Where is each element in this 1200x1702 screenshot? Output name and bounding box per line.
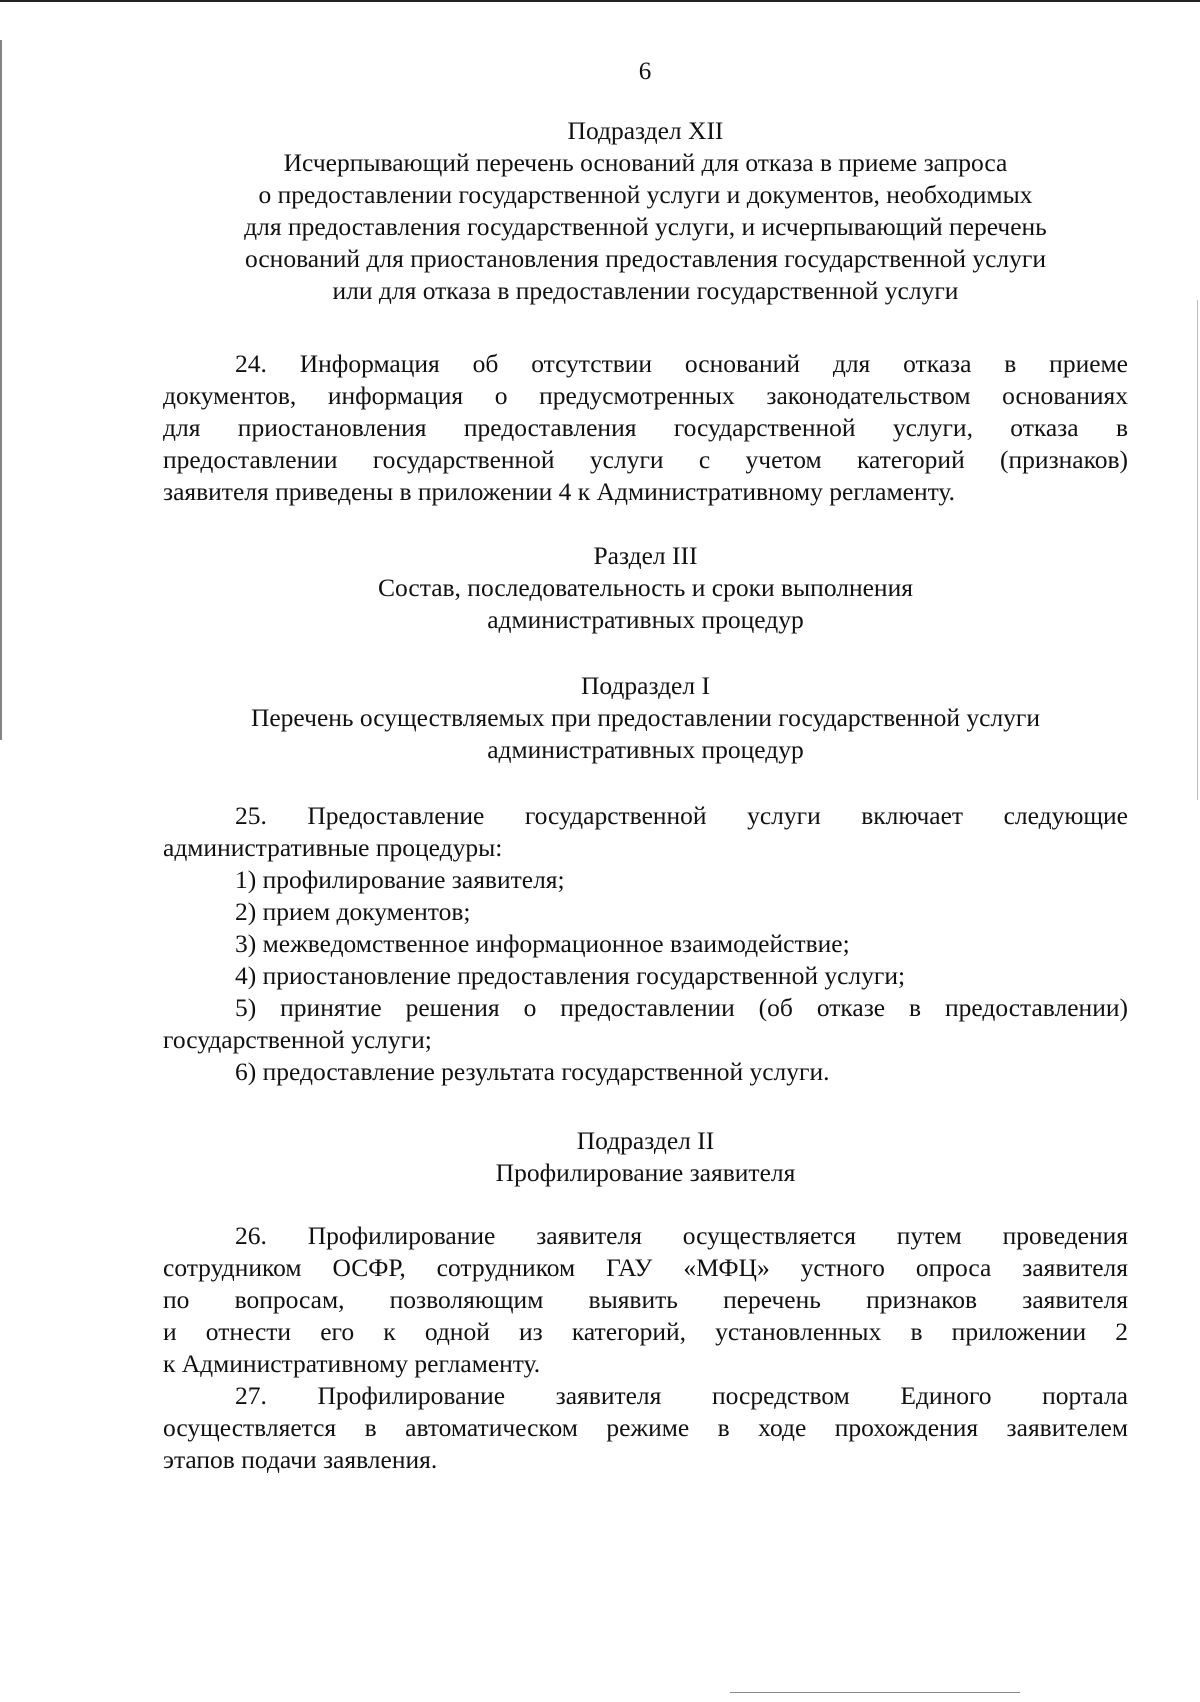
subsection-title-line: о предоставлении государственной услуги и документов, необходимых [258,180,1033,209]
paragraph-line: документов, информация о предусмотренных законодательством основаниях [163,381,1128,410]
list-item: 2) прием документов; [235,897,471,926]
subsection-title-line: оснований для приостановления предоставления государственной услуги [244,244,1047,273]
list-item: 1) профилирование заявителя; [235,865,565,894]
paragraph-line: 26. Профилирование заявителя осуществляется путем проведения [235,1221,1128,1250]
paragraph-24 [163,348,1128,508]
paragraph-line: предоставлении государственной услуги с учетом категорий (признаков) [163,445,1128,474]
section-3-header [163,540,1128,636]
subsection-heading: Подраздел II [576,1126,715,1155]
subsection-title-line: Исчерпывающий перечень оснований для отказа в приеме запроса [283,148,1008,177]
subsection-1-header [163,670,1128,766]
page-number: 6 [638,58,652,85]
paragraph-line: осуществляется в автоматическом режиме в ходе прохождения заявителем [163,1413,1128,1442]
subsection-title-line: или для отказа в предоставлении государственной услуги [332,276,959,305]
section-heading: Раздел III [593,541,698,570]
list-item: 3) межведомственное информационное взаимодействие; [235,929,850,958]
scan-right-edge [1197,300,1198,800]
paragraph-line: 24. Информация об отсутствии оснований для отказа в приеме [235,349,1128,378]
subsection-12-header [163,115,1128,307]
paragraph-25 [163,800,1128,1088]
subsection-title-line: административных процедур [487,735,804,764]
paragraph-line: и отнести его к одной из категорий, установленных в приложении 2 [163,1317,1128,1346]
paragraph-line: 5) принятие решения о предоставлении (об отказе в предоставлении) [235,993,1128,1022]
paragraph-line: 27. Профилирование заявителя посредством Единого портала [235,1381,1128,1410]
scan-top-edge [0,0,1200,2]
list-item: 6) предоставление результата государственной услуги. [235,1057,830,1086]
scan-bottom-mark [730,1692,1020,1693]
paragraph-line: к Административному регламенту. [163,1349,541,1378]
paragraph-line: сотрудником ОСФР, сотрудником ГАУ «МФЦ» устного опроса заявителя [163,1253,1128,1282]
scan-left-edge [0,40,2,740]
subsection-title-line: Профилирование заявителя [495,1158,796,1187]
paragraph-line: государственной услуги; [163,1025,432,1054]
section-title-line: административных процедур [487,605,804,634]
subsection-2-header [163,1125,1128,1189]
subsection-title-line: для предоставления государственной услуги, и исчерпывающий перечень [244,212,1047,241]
paragraph-line: заявителя приведены в приложении 4 к Административному регламенту. [163,477,955,506]
paragraph-26 [163,1220,1128,1380]
subsection-heading: Подраздел XII [567,116,724,145]
paragraph-line: 25. Предоставление государственной услуги включает следующие [235,801,1128,830]
subsection-heading: Подраздел I [581,671,710,700]
paragraph-line: этапов подачи заявления. [163,1445,438,1474]
paragraph-27 [163,1380,1128,1476]
list-item: 4) приостановление предоставления государственной услуги; [235,961,906,990]
subsection-title-line: Перечень осуществляемых при предоставлении государственной услуги [250,703,1041,732]
section-title-line: Состав, последовательность и сроки выполнения [378,573,913,602]
paragraph-line: для приостановления предоставления государственной услуги, отказа в [163,413,1128,442]
paragraph-line: административные процедуры: [163,833,503,862]
paragraph-line: по вопросам, позволяющим выявить перечень признаков заявителя [163,1285,1128,1314]
